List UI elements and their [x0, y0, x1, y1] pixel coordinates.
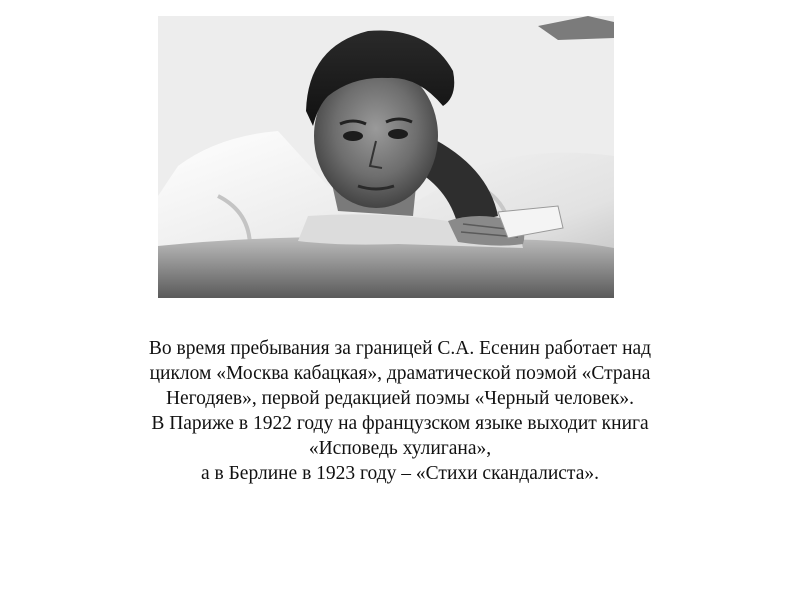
caption-line: циклом «Москва кабацкая», драматической поэмой «Страна [149, 363, 651, 384]
caption-line: В Париже в 1922 году на французском языке выходит книга [151, 413, 649, 434]
caption-line: Во время пребывания за границей С.А. Есенин работает над [148, 338, 652, 359]
caption-line: Негодяев», первой редакцией поэмы «Черный человек». [165, 388, 635, 409]
caption-text [40, 336, 760, 486]
portrait-photo [158, 16, 614, 298]
caption-line: «Исповедь хулигана», [308, 438, 492, 459]
caption-line: а в Берлине в 1923 году – «Стихи скандалиста». [201, 463, 599, 484]
portrait-photo-image [158, 16, 614, 298]
